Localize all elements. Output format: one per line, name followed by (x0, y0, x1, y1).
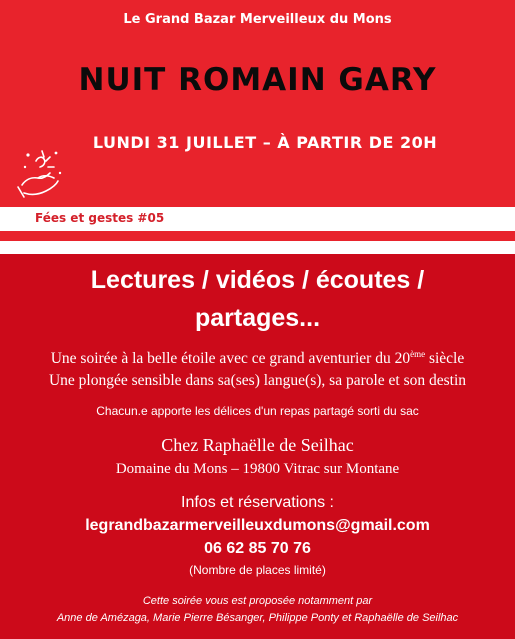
description-line-2: Une plongée sensible dans sa(ses) langue(s), sa parole et son destin (48, 372, 467, 389)
event-title: NUIT ROMAIN GARY (78, 62, 437, 98)
series-band (0, 207, 515, 231)
contact-email[interactable]: legrandbazarmerveilleuxdumons@gmail.com (85, 517, 430, 534)
series-label: Fées et gestes #05 (35, 211, 165, 225)
description-superscript: ème (410, 348, 426, 359)
capacity-note: (Nombre de places limité) (189, 563, 326, 577)
header-banner (0, 0, 515, 241)
event-date: LUNDI 31 JUILLET – À PARTIR DE 20H (92, 133, 438, 152)
shared-meal-note: Chacun.e apporte les délices d'un repas partagé sorti du sac (96, 404, 419, 418)
venue-address: Domaine du Mons – 19800 Vitrac sur Montane (115, 461, 400, 477)
headline-line-2: partages... (194, 304, 321, 332)
headline-line-1: Lectures / vidéos / écoutes / (90, 266, 425, 294)
credits-intro: Cette soirée vous est proposée notamment par (142, 595, 373, 607)
description-line-1 (0, 350, 515, 368)
description-line-1-end: siècle (425, 350, 465, 367)
credits-names: Anne de Amézaga, Marie Pierre Bésanger, Philippe Ponty et Raphaëlle de Seilhac (56, 612, 459, 624)
contact-phone[interactable]: 06 62 85 70 76 (204, 540, 311, 557)
info-label: Infos et réservations : (181, 494, 334, 511)
event-details-panel (0, 254, 515, 639)
host-name: Chez Raphaëlle de Seilhac (161, 435, 354, 455)
hand-with-sparkles-icon (16, 145, 68, 201)
description-line-1-text: Une soirée à la belle étoile avec ce grand aventurier du 20 (50, 350, 411, 367)
organization-name: Le Grand Bazar Merveilleux du Mons (123, 12, 392, 27)
